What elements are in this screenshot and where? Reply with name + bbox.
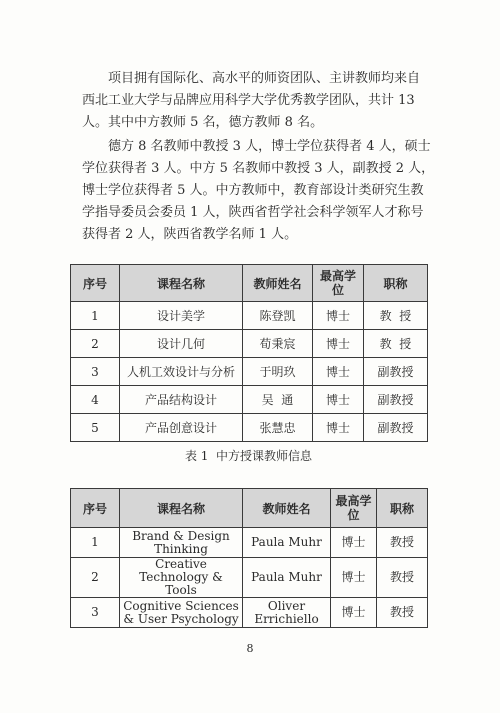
paragraph-line: 人。其中中方教师 5 名，德方教师 8 名。 xyxy=(82,115,324,130)
cell-teacher: 荀秉宸 xyxy=(243,330,313,358)
cell-teacher: 陈登凯 xyxy=(243,302,313,330)
intro-paragraph xyxy=(82,68,421,134)
table-row xyxy=(71,330,428,358)
table-row xyxy=(71,414,428,442)
cell-teacher: Paula Muhr xyxy=(243,528,331,558)
table-row xyxy=(71,386,428,414)
cell-index: 3 xyxy=(71,598,120,628)
cell-index: 3 xyxy=(71,358,120,386)
table-header-row xyxy=(71,489,428,528)
cell-course: 设计几何 xyxy=(120,330,243,358)
cell-course: Creative Technology & Tools xyxy=(120,558,243,598)
faculty-paragraph xyxy=(82,136,435,246)
cell-title: 副教授 xyxy=(364,414,428,442)
cell-title: 教授 xyxy=(377,598,428,628)
cell-teacher: 于明玖 xyxy=(243,358,313,386)
chinese-teachers-table xyxy=(70,264,428,442)
table-row xyxy=(71,598,428,628)
table-row xyxy=(71,358,428,386)
cell-degree: 博士 xyxy=(313,414,364,442)
paragraph-line: 德方 8 名教师中教授 3 人，博士学位获得者 4 人，硕士 xyxy=(82,139,431,154)
table-header-row xyxy=(71,265,428,302)
header-highest-degree: 最高学位 xyxy=(313,265,364,302)
header-index: 序号 xyxy=(71,489,120,528)
cell-degree: 博士 xyxy=(331,598,377,628)
cell-index: 2 xyxy=(71,558,120,598)
cell-title: 教 授 xyxy=(364,330,428,358)
paragraph-line: 学位获得者 3 人。中方 5 名教师中教授 3 人，副教授 2 人， xyxy=(82,161,435,176)
cell-teacher: 吴 通 xyxy=(243,386,313,414)
cell-degree: 博士 xyxy=(331,528,377,558)
cell-teacher: 张慧忠 xyxy=(243,414,313,442)
paragraph-line: 项目拥有国际化、高水平的师资团队、主讲教师均来自 xyxy=(82,71,421,86)
table-caption: 表 1 中方授课教师信息 xyxy=(184,449,313,463)
header-course-name: 课程名称 xyxy=(120,489,243,528)
cell-index: 4 xyxy=(71,386,120,414)
cell-degree: 博士 xyxy=(331,558,377,598)
header-title: 职称 xyxy=(364,265,428,302)
header-index: 序号 xyxy=(71,265,120,302)
header-teacher-name: 教师姓名 xyxy=(243,265,313,302)
table-row xyxy=(71,558,428,598)
cell-teacher: Oliver Errichiello xyxy=(243,598,331,628)
german-teachers-table xyxy=(70,488,428,628)
cell-index: 5 xyxy=(71,414,120,442)
paragraph-line: 获得者 2 人，陕西省教学名师 1 人。 xyxy=(82,227,298,242)
cell-course: 产品结构设计 xyxy=(120,386,243,414)
cell-index: 1 xyxy=(71,528,120,558)
header-teacher-name: 教师姓名 xyxy=(243,489,331,528)
paragraph-line: 博士学位获得者 5 人。中方教师中，教育部设计类研究生教 xyxy=(82,183,424,198)
cell-degree: 博士 xyxy=(313,358,364,386)
cell-index: 2 xyxy=(71,330,120,358)
header-title: 职称 xyxy=(377,489,428,528)
cell-title: 教 授 xyxy=(364,302,428,330)
table-row xyxy=(71,302,428,330)
cell-course: Brand & Design Thinking xyxy=(120,528,243,558)
cell-title: 副教授 xyxy=(364,358,428,386)
cell-degree: 博士 xyxy=(313,330,364,358)
cell-title: 副教授 xyxy=(364,386,428,414)
cell-title: 教授 xyxy=(377,528,428,558)
cell-teacher: Paula Muhr xyxy=(243,558,331,598)
header-highest-degree: 最高学位 xyxy=(331,489,377,528)
cell-course: 人机工效设计与分析 xyxy=(120,358,243,386)
cell-degree: 博士 xyxy=(313,302,364,330)
cell-course: 产品创意设计 xyxy=(120,414,243,442)
paragraph-line: 西北工业大学与品牌应用科学大学优秀教学团队，共计 13 xyxy=(82,93,415,108)
paragraph-line: 学指导委员会委员 1 人，陕西省哲学社会科学领军人才称号 xyxy=(82,205,424,220)
page-number: 8 xyxy=(246,642,254,655)
cell-course: Cognitive Sciences & User Psychology xyxy=(120,598,243,628)
cell-degree: 博士 xyxy=(313,386,364,414)
table-row xyxy=(71,528,428,558)
cell-index: 1 xyxy=(71,302,120,330)
cell-title: 教授 xyxy=(377,558,428,598)
cell-course: 设计美学 xyxy=(120,302,243,330)
header-course-name: 课程名称 xyxy=(120,265,243,302)
